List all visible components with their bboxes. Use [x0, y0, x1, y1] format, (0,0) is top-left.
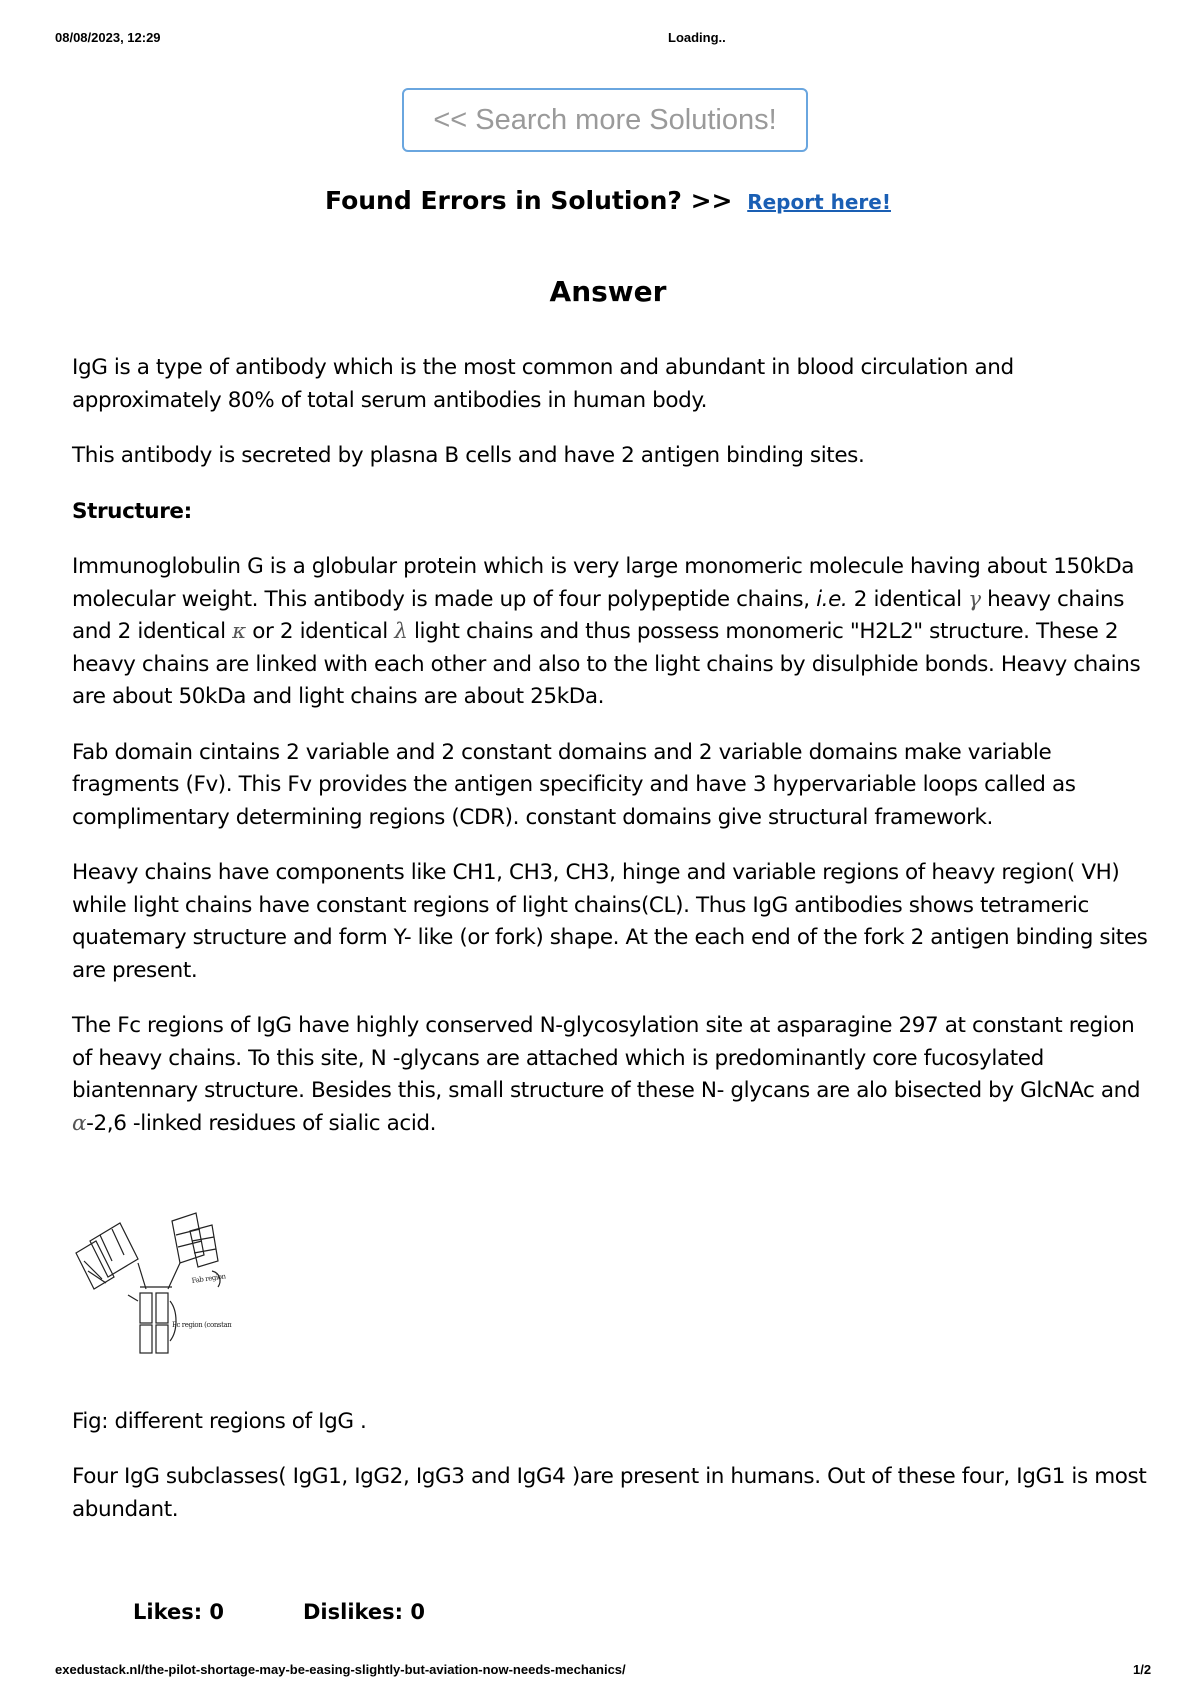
paragraph-text: i.e.: [816, 586, 848, 612]
paragraph-text: Immunoglobulin G is a globular protein which is very large monomeric molecule having about 150kDa molecular weight. This antibody is made up of four polypeptide chains,: [72, 554, 1135, 612]
dislikes-count[interactable]: Dislikes: 0: [303, 1600, 425, 1624]
fab-region-label: Fab region: [191, 1272, 227, 1285]
paragraph-text: -2,6 -linked residues of sialic acid.: [86, 1110, 437, 1136]
search-more-solutions-button[interactable]: << Search more Solutions!: [402, 88, 808, 152]
answer-heading: Answer: [549, 275, 667, 308]
likes-count[interactable]: Likes: 0: [133, 1600, 225, 1624]
paragraph-text: light chains and thus possess monomeric "H2L2" structure. These 2 heavy chains are linked with each other and also to the light chains by disulphide bonds. Heavy chains are about 50kDa and light chains are about 25kDa.: [72, 619, 1141, 709]
gamma-symbol: γ: [968, 586, 981, 612]
fc-region-label: Fc region (constant): [172, 1321, 232, 1329]
answer-body: [72, 352, 1152, 1549]
structure-heading: Structure:: [72, 498, 192, 524]
errors-banner: [0, 186, 1200, 215]
paragraph: IgG is a type of antibody which is the most common and abundant in blood circulation and approximately 80% of total serum antibodies in human body.: [72, 355, 1014, 413]
footer-url: exedustack.nl/the-pilot-shortage-may-be-easing-slightly-but-aviation-now-needs-mechanics/: [55, 1662, 626, 1677]
alpha-symbol: α: [72, 1110, 87, 1136]
paragraph-text: or 2 identical: [252, 619, 388, 644]
paragraph-text: 2 identical: [853, 586, 962, 612]
page-number: 1/2: [1133, 1662, 1152, 1677]
errors-text: Found Errors in Solution? >>: [325, 186, 733, 215]
paragraph-text: heavy chains and 2 identical: [72, 586, 1125, 644]
paragraph: Heavy chains have components like CH1, CH3, CH3, hinge and variable regions of heavy region( VH) while light chains have constant regions of light chains(CL). Thus IgG antibodies shows tetrameric quatemary structure and form Y- like (or fork) shape. At the each end of the fork 2 antigen binding sites are present.: [72, 860, 1148, 983]
paragraph: [72, 1010, 1152, 1140]
page-title: Loading..: [668, 30, 726, 45]
igg-structure-sketch: [72, 1201, 232, 1371]
lambda-symbol: λ: [394, 619, 408, 644]
report-here-link[interactable]: Report here!: [747, 190, 891, 214]
kappa-symbol: κ: [232, 619, 246, 644]
paragraph: This antibody is secreted by plasna B cells and have 2 antigen binding sites.: [72, 443, 865, 468]
paragraph-text: The Fc regions of IgG have highly conserved N-glycosylation site at asparagine 297 at constant region of heavy chains. To this site, N -glycans are attached which is predominantly core fucosylated biantennary structure. Besides this, small structure of these N- glycans are alo bisected by GlcNAc and: [72, 1013, 1141, 1103]
paragraph: Four IgG subclasses( IgG1, IgG2, IgG3 and IgG4 )are present in humans. Out of these four, IgG1 is most abundant.: [72, 1464, 1147, 1522]
print-datetime: 08/08/2023, 12:29: [55, 30, 161, 45]
paragraph: [72, 551, 1152, 714]
figure-caption: Fig: different regions of IgG .: [72, 1408, 367, 1434]
paragraph: Fab domain cintains 2 variable and 2 constant domains and 2 variable domains make variable fragments (Fv). This Fv provides the antigen specificity and have 3 hypervariable loops called as complimentary determining regions (CDR). constant domains give structural framework.: [72, 739, 1076, 830]
